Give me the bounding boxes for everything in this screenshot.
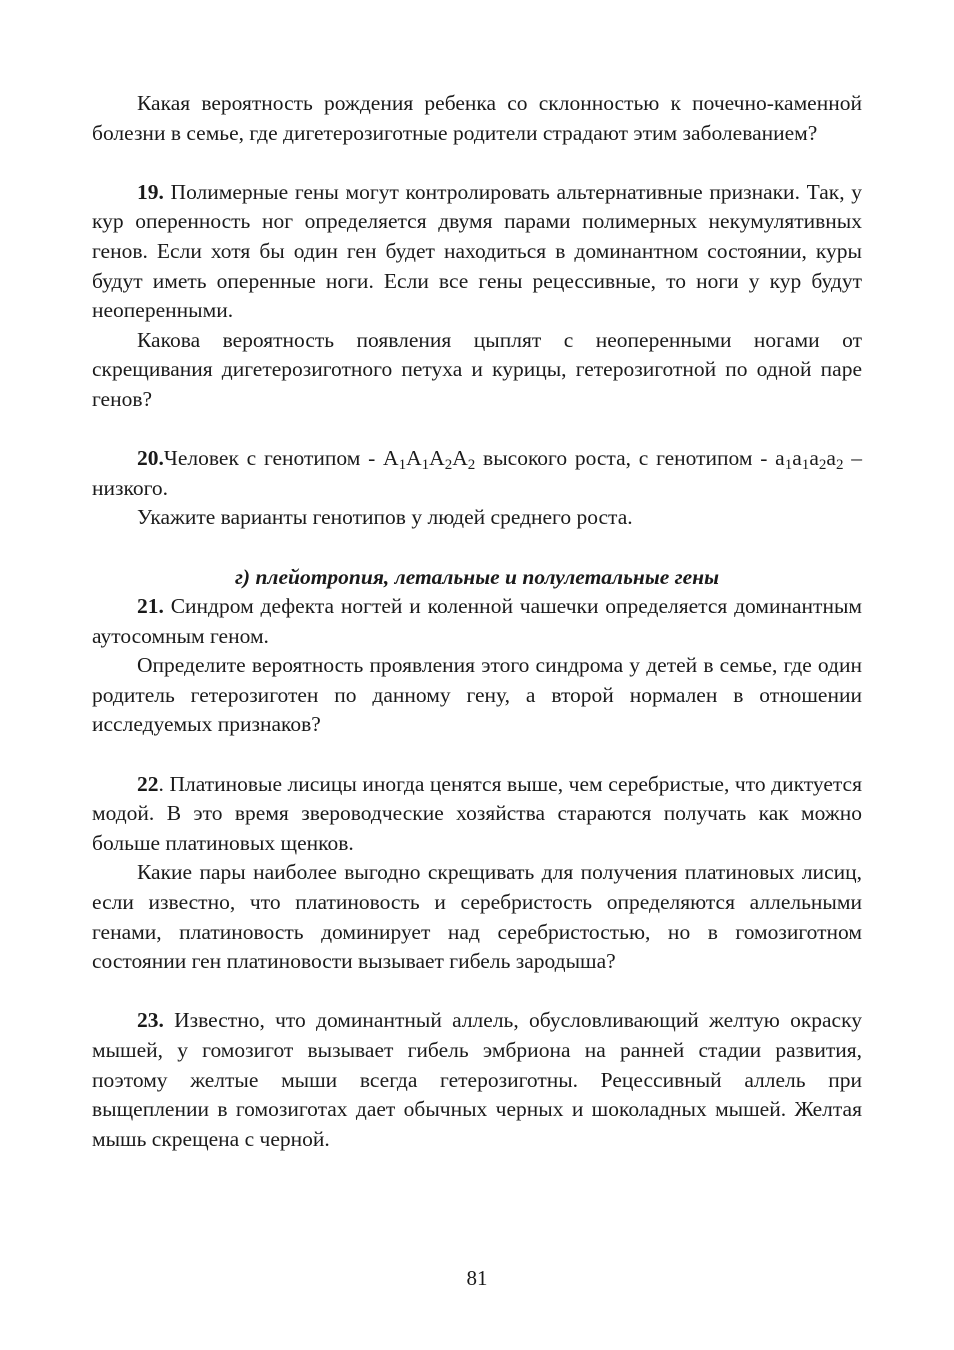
spacer [92,415,862,445]
task-22-question: Какие пары наиболее выгодно скрещивать для получения платиновых лисиц, если известно, что платиновость и серебристость определяются аллельными генами, платиновость доминирует над серебристостью, но в гомозиготном состоянии ген платиновости вызывает гибель зародыша? [92,860,862,974]
task-19-paragraph [92,178,862,326]
task-text: Известно, что доминантный аллель, обусловливающий желтую окраску мышей, у гомозигот вызывает гибель эмбриона на ранней стадии развития, поэтому желтые мыши всегда гетерозиготны. Рецессивный аллель при выщеплении в гомозиготах дает обычных черных и шоколадных мышей. Желтая мышь скрещена с черной. [92,1008,862,1151]
genotype-low: $a_1a_1a_2a_2$ [775,446,844,473]
page-body [92,89,862,1154]
task-21-paragraph [92,592,862,651]
task-23-paragraph [92,1006,862,1154]
task-20-question: Укажите варианты генотипов у людей среднего роста. [137,505,633,530]
task-number: 21. [137,594,164,619]
page-number: 81 [466,1266,488,1290]
task-number: 20. [137,446,164,471]
spacer [92,977,862,1007]
task-number: 19. [137,179,164,204]
task-number: 22 [137,771,159,796]
task-text: – низкого. [92,446,862,500]
task-text: . Платиновые лисицы иногда ценятся выше, чем серебристые, что диктуется модой. В это время звероводческие хозяйства стараются получать как можно больше платиновых щенков. [92,771,862,855]
spacer [92,148,862,178]
spacer [92,533,862,563]
intro-paragraph: Какая вероятность рождения ребенка со склонностью к почечно-каменной болезни в семье, где дигетерозиготные родители страдают этим заболеванием? [92,91,862,145]
section-heading: г) плейотропия, летальные и полулетальные гены [234,564,720,589]
task-text: высокого роста, с генотипом - [475,446,776,471]
task-text: Человек с генотипом - [163,446,384,471]
task-19-question: Какова вероятность появления цыплят с неоперенными ногами от скрещивания дигетерозиготного петуха и курицы, гетерозиготной по одной паре генов? [92,327,862,411]
task-text: Синдром дефекта ногтей и коленной чашечки определяется доминантным аутосомным геном. [92,594,862,648]
spacer [92,740,862,770]
task-text: Полимерные гены могут контролировать альтернативные признаки. Так, у кур оперенность ног определяется двумя парами полимерных некумулятивных генов. Если хотя бы один ген будет находиться в доминантном состоянии, куры будут иметь оперенные ноги. Если все гены рецессивные, то ноги у кур будут неоперенными. [92,179,862,323]
task-21-question: Определите вероятность проявления этого синдрома у детей в семье, где один родитель гетерозиготен по данному гену, а второй нормален в отношении исследуемых признаков? [92,653,862,737]
task-number: 23. [137,1008,164,1033]
task-22-paragraph [92,770,862,859]
genotype-high: $A_1A_1A_2A_2$ [383,446,476,473]
task-20-paragraph [92,444,862,503]
